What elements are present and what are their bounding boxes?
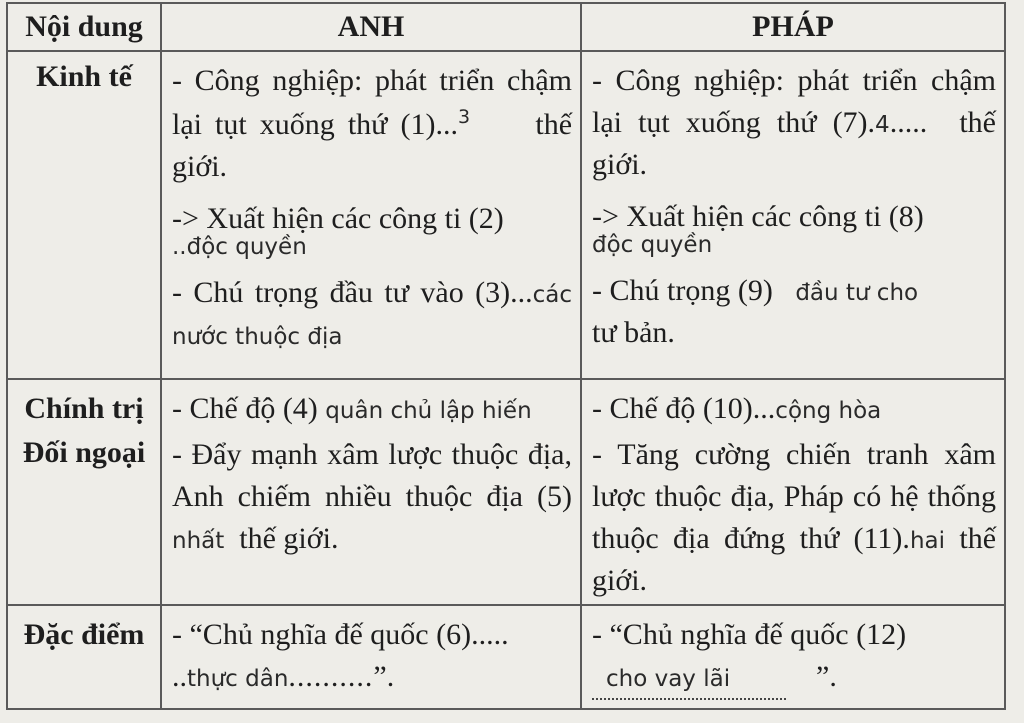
features-label: Đặc điểm xyxy=(23,618,145,651)
row-features xyxy=(7,605,1005,709)
economy-france-p3: - Chú trọng (9) đầu tư cho tư bản. xyxy=(592,274,919,349)
features-england-p1: - “Chủ nghĩa đế quốc (6)..... ..thực dân..........”. xyxy=(172,618,509,693)
answer-12: cho vay lãi xyxy=(592,664,786,700)
answer-7: 4 xyxy=(875,112,890,138)
politics-france-p1: - Chế độ (10)...cộng hòa xyxy=(592,392,882,425)
header-row xyxy=(7,3,1005,51)
answer-6: thực dân xyxy=(187,666,289,692)
features-england-cell xyxy=(161,605,581,709)
answer-9: đầu tư cho xyxy=(795,280,919,306)
features-france-cell xyxy=(581,605,1005,709)
economy-label: Kinh tế xyxy=(36,60,132,93)
politics-england-cell xyxy=(161,379,581,605)
economy-france-p1: - Công nghiệp: phát triển chậm lại tụt xuống thứ (7).4..... thế giới. xyxy=(592,64,996,181)
economy-england-p1: - Công nghiệp: phát triển chậm lại tụt xuống thứ (1)...$^3$ thế giới. xyxy=(172,64,573,183)
row-label-economy xyxy=(7,51,161,379)
economy-france-cell xyxy=(581,51,1005,379)
politics-england-p2: - Đẩy mạnh xâm lược thuộc địa, Anh chiếm nhiều thuộc địa (5) nhất thế giới. xyxy=(172,438,572,555)
answer-10: cộng hòa xyxy=(775,398,882,424)
answer-2: ..độc quyền xyxy=(172,234,307,260)
features-france-p1: - “Chủ nghĩa đế quốc (12) cho vay lãi ”. xyxy=(592,614,996,700)
answer-3: các nước thuộc địa xyxy=(172,282,572,350)
comparison-table xyxy=(6,2,1006,710)
politics-france-cell xyxy=(581,379,1005,605)
politics-label: Chính trị xyxy=(24,392,144,425)
header-france: PHÁP xyxy=(581,3,1005,51)
politics-england-p1: - Chế độ (4) quân chủ lập hiến xyxy=(172,392,532,425)
answer-1: 3 xyxy=(457,106,471,128)
foreign-label: Đối ngoại xyxy=(22,436,146,469)
economy-england-cell xyxy=(161,51,581,379)
answer-4: quân chủ lập hiến xyxy=(325,398,532,424)
header-england: ANH xyxy=(161,3,581,51)
answer-8: độc quyền xyxy=(592,232,713,258)
row-politics xyxy=(7,379,1005,605)
economy-france-p2: -> Xuất hiện các công ti (8) độc quyền xyxy=(592,196,996,260)
economy-england-p3: - Chú trọng đầu tư vào (3)...các nước thuộc địa xyxy=(172,276,572,350)
answer-11: hai xyxy=(909,528,945,554)
politics-france-p2: - Tăng cường chiến tranh xâm lược thuộc địa, Pháp có hệ thống thuộc địa đứng thứ (11).hai thế giới. xyxy=(592,438,997,597)
row-label-features xyxy=(7,605,161,709)
header-content: Nội dung xyxy=(7,3,161,51)
answer-5: nhất xyxy=(172,528,225,554)
row-economy xyxy=(7,51,1005,379)
row-label-politics xyxy=(7,379,161,605)
economy-england-p2: -> Xuất hiện các công ti (2) ..độc quyền xyxy=(172,198,572,262)
